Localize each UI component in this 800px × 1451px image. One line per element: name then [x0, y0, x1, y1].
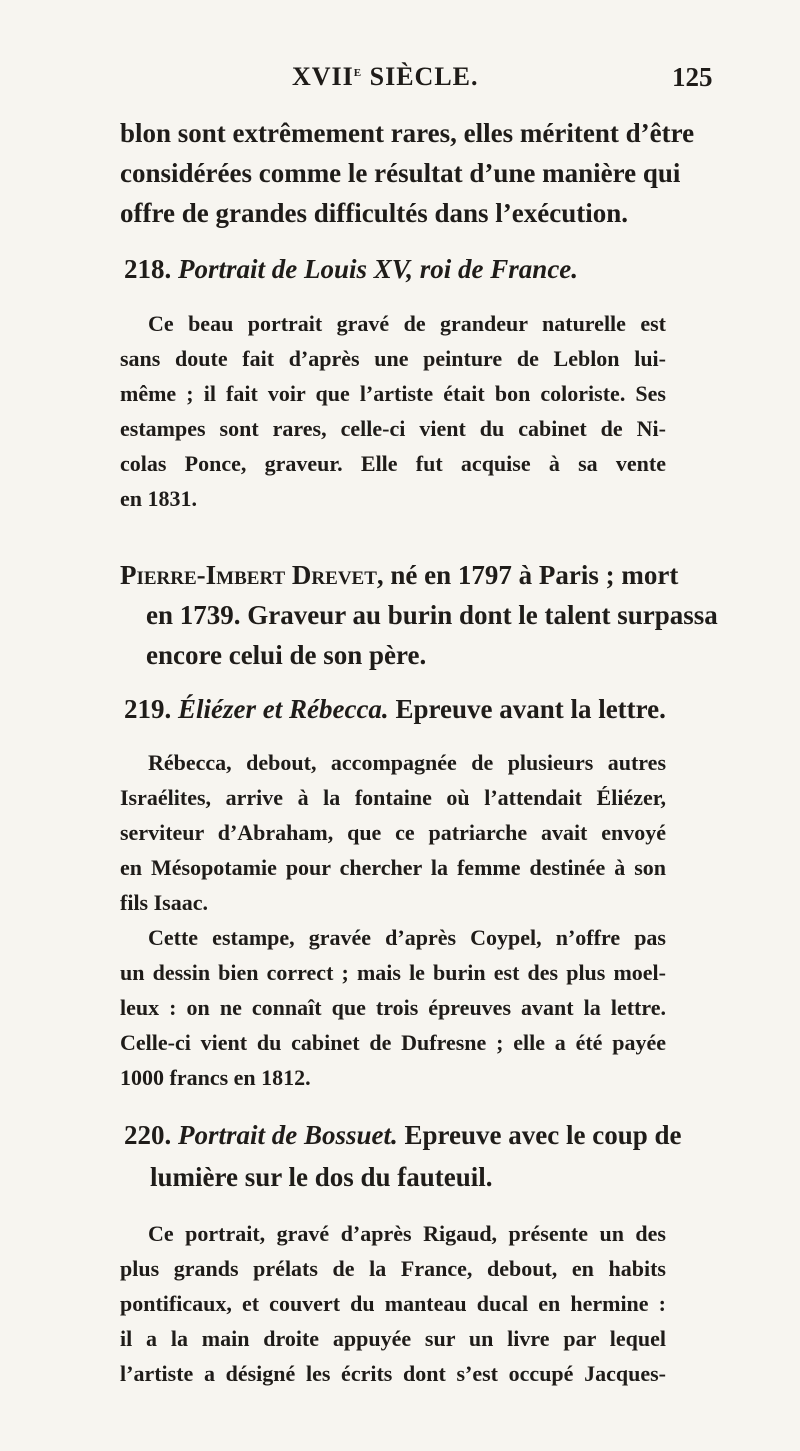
text-line: considérées comme le résultat d’une manière qui: [120, 158, 681, 188]
entry-218-heading: [124, 254, 578, 285]
entry-subtitle: Epreuve avant la lettre.: [388, 694, 666, 724]
text-line: Israélites, arrive à la fontaine où l’attendait Éliézer,: [120, 785, 666, 810]
text-line: même ; il fait voir que l’artiste était bon coloriste. Ses: [120, 381, 666, 406]
text-line: il a la main droite appuyée sur un livre par lequel: [120, 1326, 666, 1351]
entry-number: 218.: [124, 254, 172, 284]
text-line: en 1831.: [120, 486, 197, 511]
entry-subtitle: Epreuve avec le coup de: [397, 1120, 682, 1150]
page-number: 125: [672, 62, 713, 92]
text-line: leux : on ne connaît que trois épreuves avant la lettre.: [120, 995, 666, 1020]
text-line: Ce portrait, gravé d’après Rigaud, présente un des: [148, 1221, 666, 1246]
text-line: sans doute fait d’après une peinture de Leblon lui-: [120, 346, 666, 371]
text-line: lumière sur le dos du fauteuil.: [150, 1162, 493, 1192]
entry-number: 219.: [124, 694, 172, 724]
century-suffix: e: [353, 64, 363, 80]
artist-dates: , né en 1797 à Paris ; mort: [376, 560, 679, 590]
page-header: [0, 62, 800, 102]
text-line: en Mésopotamie pour chercher la femme destinée à son: [120, 855, 666, 880]
text-line: Cette estampe, gravée d’après Coypel, n’offre pas: [148, 925, 666, 950]
text-line: un dessin bien correct ; mais le burin est des plus moel-: [120, 960, 666, 985]
text-line: en 1739. Graveur au burin dont le talent surpassa: [146, 600, 718, 630]
entry-number: 220.: [124, 1120, 172, 1150]
artist-name: Pierre-Imbert Drevet: [120, 560, 377, 590]
text-line: fils Isaac.: [120, 890, 208, 915]
entry-title: Éliézer et Rébecca.: [178, 694, 389, 724]
text-line: Rébecca, debout, accompagnée de plusieurs autres: [148, 750, 666, 775]
entry-220-heading: [124, 1120, 682, 1151]
entry-219-heading: [124, 694, 666, 725]
text-line: l’artiste a désigné les écrits dont s’est occupé Jacques-: [120, 1361, 666, 1386]
text-line: encore celui de son père.: [146, 640, 427, 670]
running-head: [292, 62, 479, 92]
text-line: offre de grandes difficultés dans l’exécution.: [120, 198, 628, 228]
century-word: SIÈCLE.: [369, 62, 479, 91]
artist-heading: [120, 560, 679, 591]
text-line: plus grands prélats de la France, debout, en habits: [120, 1256, 666, 1281]
text-line: colas Ponce, graveur. Elle fut acquise à sa vente: [120, 451, 666, 476]
text-line: blon sont extrêmement rares, elles méritent d’être: [120, 118, 695, 148]
entry-title: Portrait de Louis XV, roi de France.: [178, 254, 579, 284]
text-line: Ce beau portrait gravé de grandeur naturelle est: [148, 311, 666, 336]
text-line: pontificaux, et couvert du manteau ducal en hermine :: [120, 1291, 666, 1316]
text-line: 1000 francs en 1812.: [120, 1065, 311, 1090]
text-line: Celle-ci vient du cabinet de Dufresne ; elle a été payée: [120, 1030, 666, 1055]
century-numeral: XVII: [292, 62, 354, 91]
entry-title: Portrait de Bossuet.: [178, 1120, 398, 1150]
text-line: estampes sont rares, celle-ci vient du cabinet de Ni-: [120, 416, 666, 441]
text-line: serviteur d’Abraham, que ce patriarche avait envoyé: [120, 820, 666, 845]
